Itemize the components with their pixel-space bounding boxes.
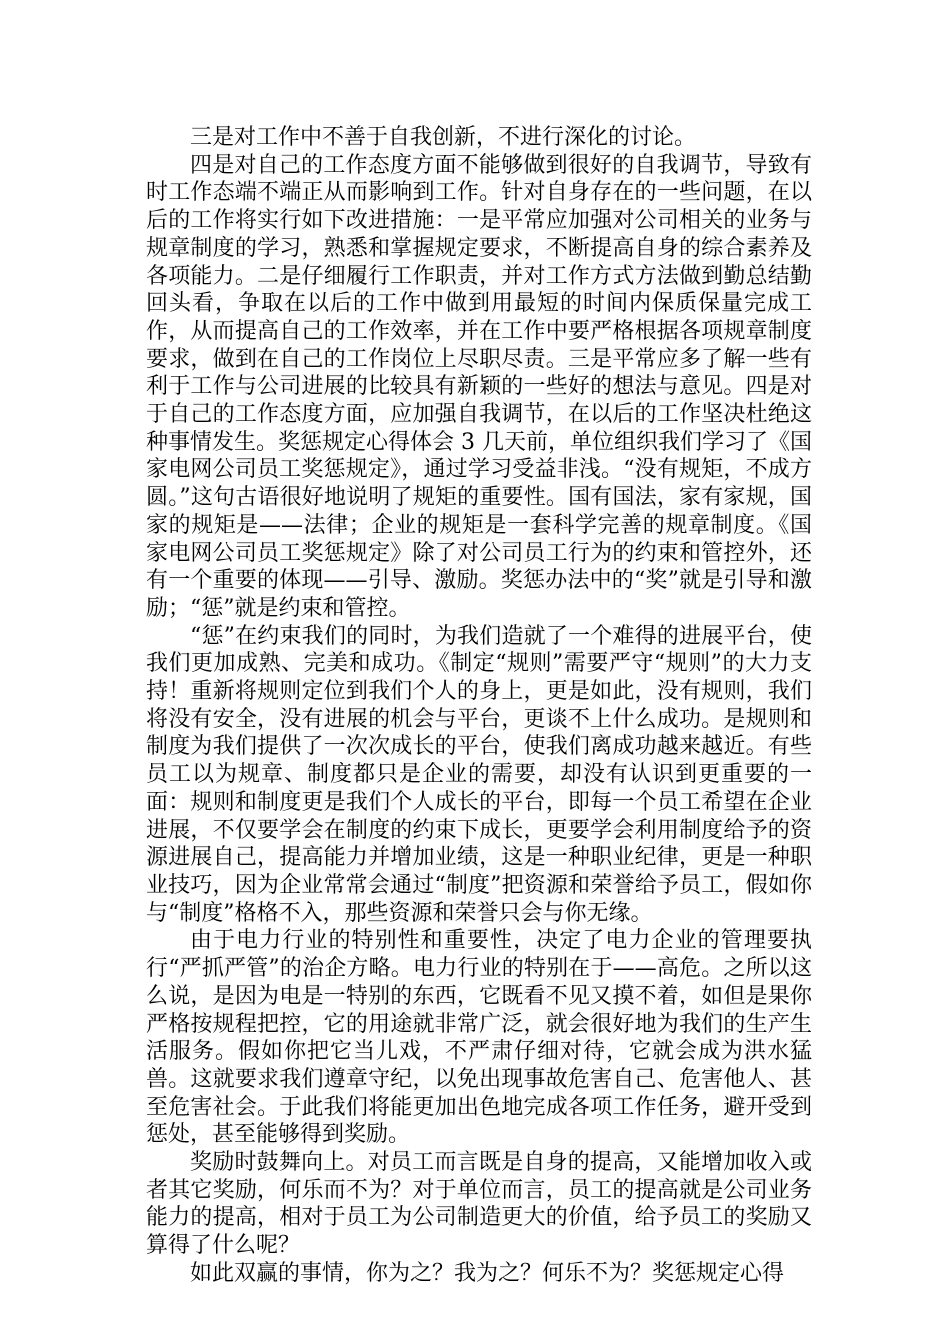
paragraph-6: 如此双赢的事情，你为之？我为之？何乐不为？奖惩规定心得	[190, 1260, 785, 1286]
paragraph-2: 四是对自己的工作态度方面不能够做到很好的自我调节，导致有时工作态端不端正从而影响到工作。针对自身存在的一些问题，在以后的工作将实行如下改进措施：一是平常应加强对公司相关的业务与规章制度的学习，熟悉和掌握规定要求，不断提高自身的综合素养及各项能力。二是仔细履行工作职责，并对工作方式方法做到勤总结勤回头看，争取在以后的工作中做到用最短的时间内保质保量完成工作，从而提高自己的工作效率，并在工作中要严格根据各项规章制度要求，做到在自己的工作岗位上尽职尽责。三是平常应多了解一些有利于工作与公司进展的比较具有新颖的一些好的想法与意见。四是对于自己的工作态度方面，应加强自我调节，在以后的工作坚决杜绝这种事情发生。奖惩规定心得体会 3 几天前，单位组织我们学习了《国家电网公司员工奖惩规定》，通过学习受益非浅。“没有规矩，不成方圆。”这句古语很好地说明了规矩的重要性。国有国法，家有家规，国家的规矩是——法律；企业的规矩是一套科学完善的规章制度。《国家电网公司员工奖惩规定》除了对公司员工行为的约束和管控外，还有一个重要的体现——引导、激励。奖惩办法中的“奖”就是引导和激励；“惩”就是约束和管控。	[146, 152, 812, 621]
document-body	[146, 124, 812, 1288]
paragraph-5: 奖励时鼓舞向上。对员工而言既是自身的提高，又能增加收入或者其它奖励，何乐而不为？对于单位而言，员工的提高就是公司业务能力的提高，相对于员工为公司制造更大的价值，给予员工的奖励又算得了什么呢？	[146, 1150, 812, 1259]
paragraph-1: 三是对工作中不善于自我创新，不进行深化的讨论。	[190, 125, 697, 150]
paragraph-4: 由于电力行业的特别性和重要性，决定了电力企业的管理要执行“严抓严管”的治企方略。电力行业的特别在于——高危。之所以这么说，是因为电是一特别的东西，它既看不见又摸不着，如但是果你严格按规程把控，它的用途就非常广泛，就会很好地为我们的生产生活服务。假如你把它当儿戏，不严肃仔细对待，它就会成为洪水猛兽。这就要求我们遵章守纪，以免出现事故危害自己、危害他人、甚至危害社会。于此我们将能更加出色地完成各项工作任务，避开受到惩处，甚至能够得到奖励。	[146, 928, 812, 1148]
paragraph-3: “惩”在约束我们的同时，为我们造就了一个难得的进展平台，使我们更加成熟、完美和成功。《制定“规则”需要严守“规则”的大力支持！重新将规则定位到我们个人的身上，更是如此，没有规则，我们将没有安全，没有进展的机会与平台，更谈不上什么成功。是规则和制度为我们提供了一次次成长的平台，使我们离成功越来越近。有些员工以为规章、制度都只是企业的需要，却没有认识到更重要的一面：规则和制度更是我们个人成长的平台，即每一个员工希望在企业进展，不仅要学会在制度的约束下成长，更要学会利用制度给予的资源进展自己，提高能力并增加业绩，这是一种职业纪律，更是一种职业技巧，因为企业常常会通过“制度”把资源和荣誉给予员工，假如你与“制度”格格不入，那些资源和荣誉只会与你无缘。	[146, 623, 812, 926]
